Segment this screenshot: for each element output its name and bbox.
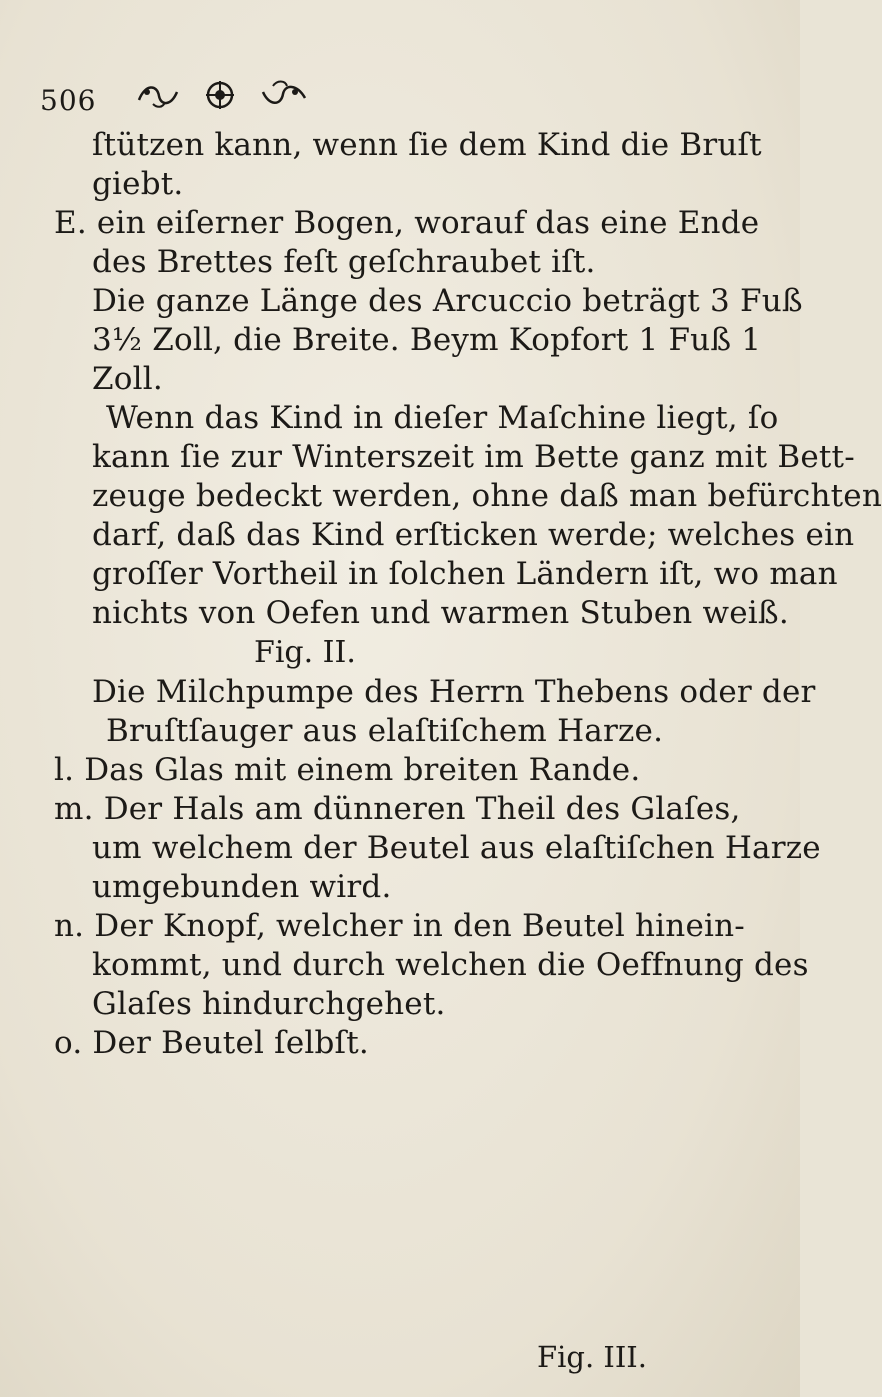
text-line: 3½ Zoll, die Breite. Beym Kopfort 1 Fuß 1 [92,322,762,358]
text-line: kommt, und durch welchen die Oeffnung des [92,947,809,983]
page-header [40,78,760,126]
text-line: um welchem der Beutel aus elaſtiſchen Harze [92,830,821,866]
figure-caption: Fig. II. [254,635,356,670]
text-line: Glaſes hindurchgehet. [92,986,446,1022]
page-number: 506 [40,84,97,117]
text-line: ſtützen kann, wenn ſie dem Kind die Bruſt [92,127,762,163]
header-ornaments [135,78,309,112]
text-line: m. Der Hals am dünneren Theil des Glaſes, [54,791,741,827]
text-line: Bruſtſauger aus elaſtiſchem Harze. [106,713,664,749]
text-line: Die ganze Länge des Arcuccio beträgt 3 Fuß [92,283,803,319]
text-line: kann ſie zur Winterszeit im Bette ganz mit Bett- [92,439,855,475]
text-line: darf, daß das Kind erſticken werde; welches ein [92,517,855,553]
text-line: zeuge bedeckt werden, ohne daß man befürchten [92,478,882,514]
text-line: umgebunden wird. [92,869,392,905]
text-line: groſſer Vortheil in ſolchen Ländern iſt, wo man [92,556,838,592]
figure-label: Fig. III. [537,1340,647,1374]
text-line: n. Der Knopf, welcher in den Beutel hinein- [54,908,745,944]
text-line: l. Das Glas mit einem breiten Rande. [54,752,641,788]
text-line: nichts von Oefen und warmen Stuben weiß. [92,595,789,631]
text-line: Zoll. [92,361,163,397]
text-line: des Brettes feſt geſchraubet iſt. [92,244,596,280]
page-body [54,126,882,1063]
text-line: E. ein eiſerner Bogen, worauf das eine Ende [54,205,760,241]
text-line: Wenn das Kind in dieſer Maſchine liegt, ſo [106,400,779,436]
right-flourish-icon [259,78,309,112]
text-line: o. Der Beutel ſelbſt. [54,1025,369,1061]
left-flourish-icon [135,78,181,112]
text-line: Die Milchpumpe des Herrn Thebens oder der [92,674,816,710]
text-line: giebt. [92,166,184,202]
rosette-ornament-icon [203,78,237,112]
